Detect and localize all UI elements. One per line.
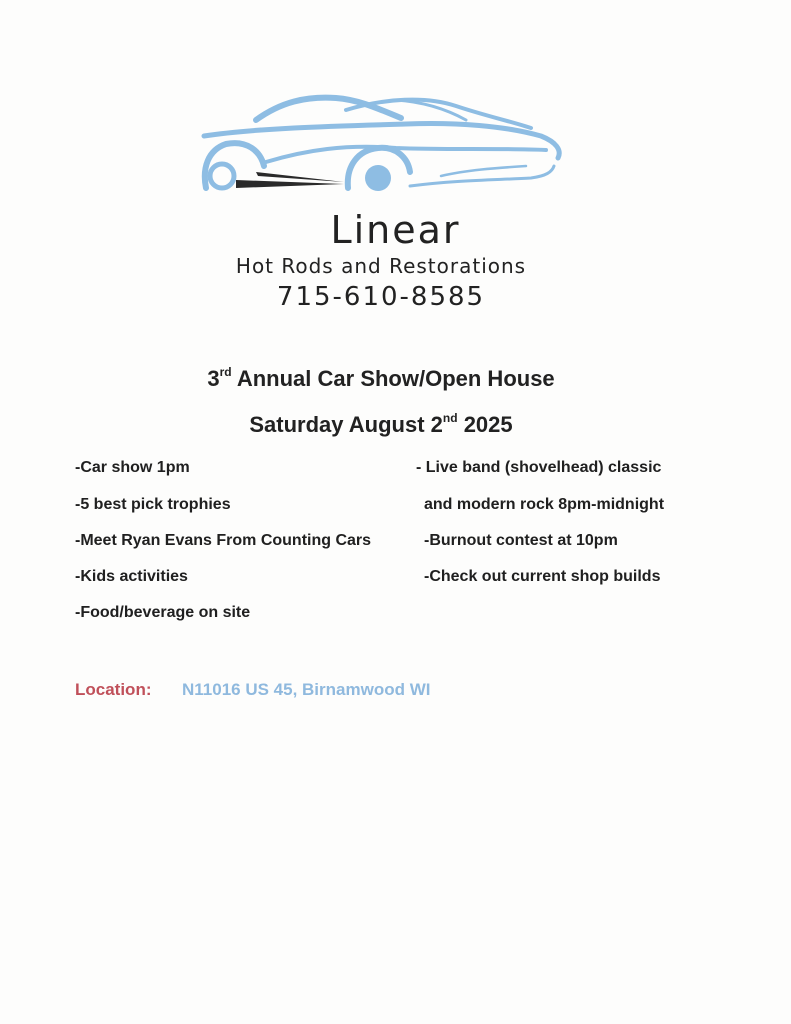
event-title: 3rd Annual Car Show/Open House (207, 365, 555, 391)
list-item: -Burnout contest at 10pm (424, 532, 618, 549)
car-silhouette-icon (196, 88, 568, 200)
list-item: -Car show 1pm (75, 459, 190, 476)
list-item: -Kids activities (75, 568, 188, 585)
list-item: and modern rock 8pm-midnight (424, 496, 665, 513)
list-item: -5 best pick trophies (75, 496, 231, 513)
list-item: -Check out current shop builds (424, 568, 661, 585)
list-item: -Meet Ryan Evans From Counting Cars (75, 532, 372, 549)
event-date: Saturday August 2nd 2025 (249, 411, 513, 437)
brand-name: Linear (330, 208, 461, 252)
list-item: -Food/beverage on site (75, 604, 251, 621)
list-item: - Live band (shovelhead) classic (416, 459, 662, 476)
brand-phone: 715-610-8585 (276, 282, 486, 312)
location-address: N11016 US 45, Birnamwood WI (182, 680, 431, 699)
location-label: Location: (75, 680, 152, 699)
brand-subtitle: Hot Rods and Restorations (235, 254, 527, 278)
